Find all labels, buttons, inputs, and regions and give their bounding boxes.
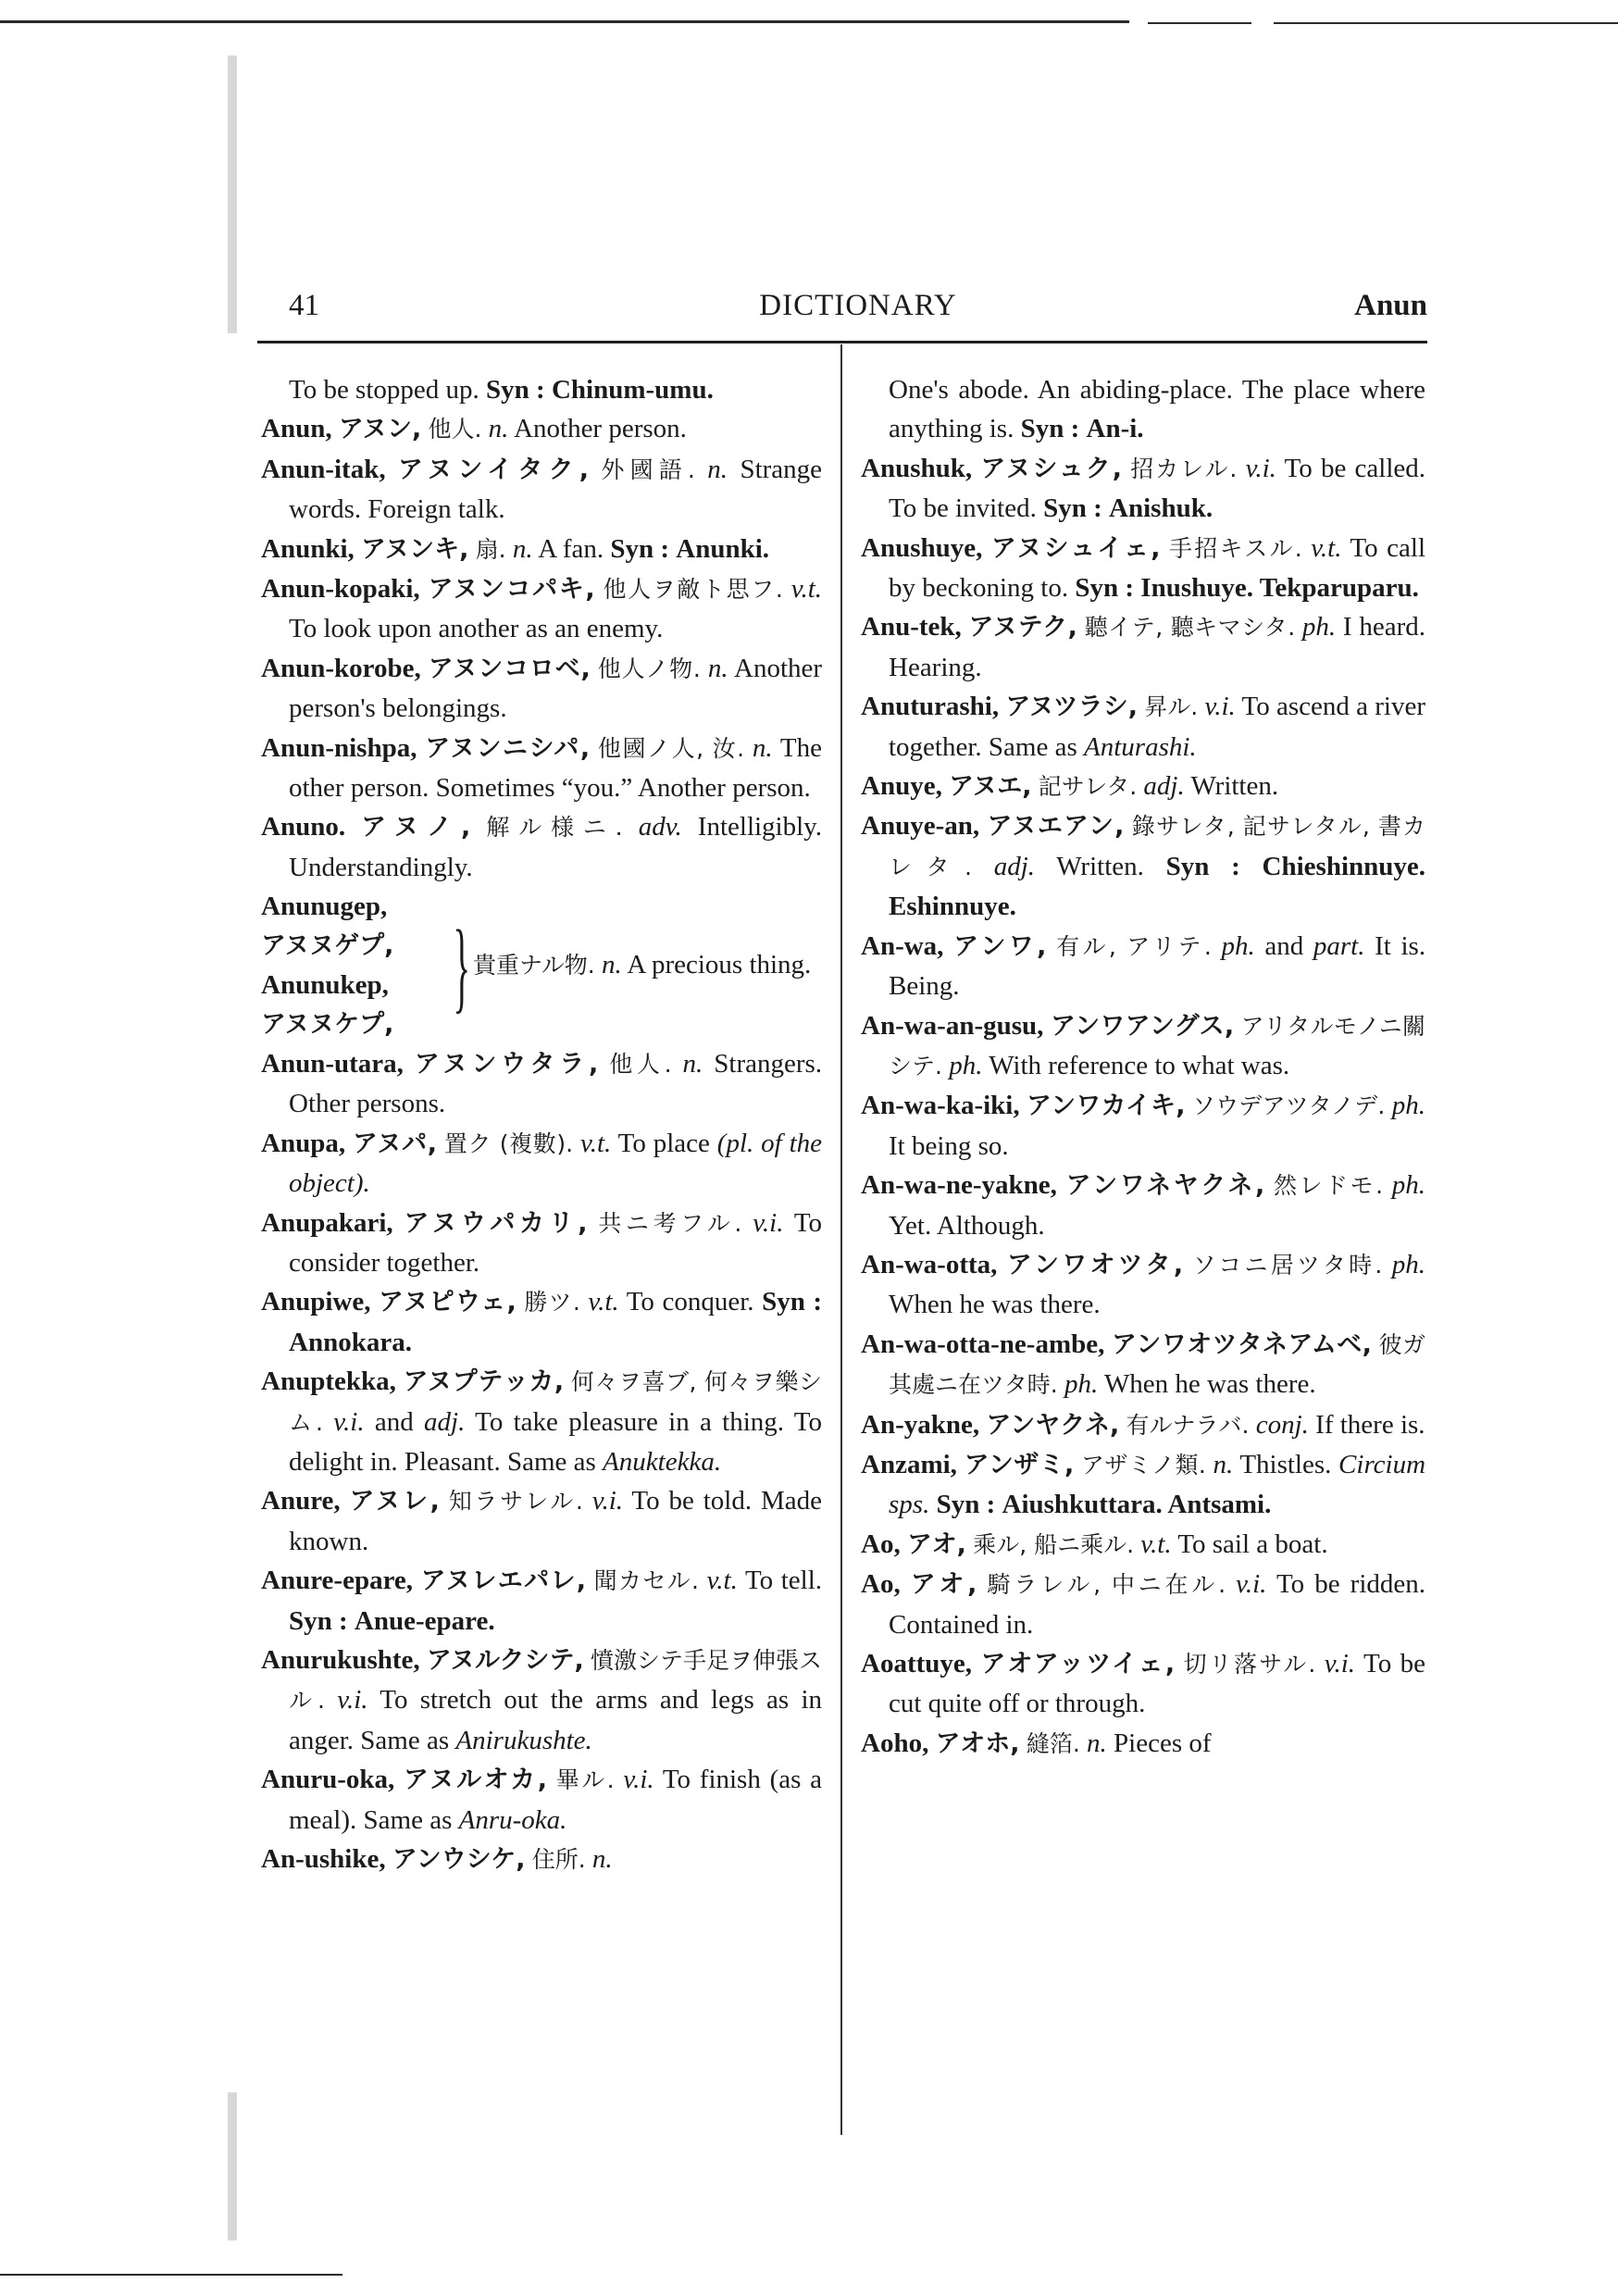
entry-continuation: One's abode. An abiding-place. The place where anything is. Syn : An-i.: [889, 375, 1425, 444]
headword: An-yakne,: [861, 1409, 980, 1440]
entry-anuturashi: Anuturashi, アヌツラシ, 昇ル. v.i. To ascend a river together. Same as Anturashi.: [861, 692, 1426, 762]
headword: Anun-nishpa,: [261, 732, 417, 763]
page-header: [289, 289, 1427, 333]
headword: Anun-kopaki,: [261, 574, 420, 605]
headword: An-wa-ka-iki,: [861, 1091, 1020, 1121]
entry-anushuk: Anushuk, アヌシュク, 招カレル. v.i. To be called. To be invited. Syn : Anishuk.: [861, 453, 1426, 524]
top-rule-2: [1148, 22, 1251, 24]
entry-anun-nishpa: Anun-nishpa, アヌンニシパ, 他國ノ人, 汝. n. The other person. Sometimes “you.” Another person.: [261, 732, 823, 804]
header-rule: [257, 341, 1427, 343]
headword: An-wa-ne-yakne,: [861, 1170, 1057, 1201]
left-column: [261, 370, 822, 1879]
group-definition: 貴重ナル物. n. A precious thing.: [473, 950, 812, 980]
headword: Anuru-oka,: [261, 1765, 395, 1795]
headword: Anun,: [261, 414, 332, 444]
page-title: DICTIONARY: [759, 289, 957, 322]
headword: Anunki,: [261, 533, 355, 564]
entry-ao-1: Ao, アオ, 乘ル, 船ニ乘ル. v.t. To sail a boat.: [861, 1529, 1328, 1559]
headword: Anurukushte,: [261, 1645, 420, 1675]
brace-symbol: }: [453, 909, 470, 1023]
entry-anure: Anure, アヌレ, 知ラサレル. v.i. To be told. Made known.: [261, 1486, 823, 1556]
headword: Anuye,: [861, 771, 942, 802]
entry-anupakari: Anupakari, アヌウパカリ, 共ニ考フル. v.i. To consider together.: [261, 1207, 823, 1278]
entry-anure-epare: Anure-epare, アヌレエパレ, 聞カセル. v.t. To tell. Syn : Anue-epare.: [261, 1566, 823, 1636]
headword: Anupakari,: [261, 1207, 393, 1238]
scan-edge-mark: [228, 2092, 237, 2240]
entry-anupa: Anupa, アヌパ, 置ク (複數). v.t. To place (pl. of the object).: [261, 1128, 823, 1199]
entry-anun-itak: Anun-itak, アヌンイタク, 外國語. n. Strange words. Foreign talk.: [261, 454, 823, 525]
entry-continuation: To be stopped up. Syn : Chinum-umu.: [289, 375, 714, 405]
column-divider: [840, 344, 842, 2135]
headword: Anupiwe,: [261, 1287, 371, 1317]
headword: Anure-epare,: [261, 1566, 414, 1596]
headword: Anushuk,: [861, 453, 973, 483]
entry-anuye: Anuye, アヌエ, 記サレタ. adj. Written.: [861, 771, 1279, 802]
headword: Anuno.: [261, 812, 346, 842]
entry-anushuye: Anushuye, アヌシュイェ, 手招キスル. v.t. To call by beckoning to. Syn : Inushuye. Tekparuparu.: [861, 532, 1426, 604]
entry-anupiwe: Anupiwe, アヌピウェ, 勝ツ. v.t. To conquer. Syn : Annokara.: [261, 1287, 823, 1357]
right-column: [861, 370, 1425, 1764]
entry-an-ushike: An-ushike, アンウシケ, 住所. n.: [261, 1844, 613, 1875]
entry-anurukushte: Anurukushte, アヌルクシテ, 憤激シテ手足ヲ伸張スル. v.i. To stretch out the arms and legs as in anger. Same as Anirukushte.: [261, 1645, 823, 1755]
headword-group: Anunugep, アヌヌゲプ, Anunukep, アヌヌケプ,: [261, 892, 394, 1039]
entry-ao-2: Ao, アオ, 騎ラレル, 中ニ在ル. v.i. To be ridden. Contained in.: [861, 1569, 1426, 1640]
entry-an-wa-otta: An-wa-otta, アンワオツタ, ソコニ居ツタ時. ph. When he was there.: [861, 1249, 1425, 1320]
top-rule-3: [1274, 22, 1618, 24]
entry-anunugep-group: [261, 887, 822, 1044]
entry-aoattuye: Aoattuye, アオアッツイェ, 切リ落サル. v.i. To be cut quite off or through.: [861, 1649, 1426, 1719]
headword: Anun-itak,: [261, 454, 386, 484]
headword: Anuturashi,: [861, 692, 1000, 722]
headword: Anun-korobe,: [261, 653, 421, 683]
headword: Anun-utara,: [261, 1048, 404, 1079]
entry-an-wa-ne-yakne: An-wa-ne-yakne, アンワネヤクネ, 然レドモ. ph. Yet. Although.: [861, 1170, 1426, 1241]
headword: Ao,: [861, 1569, 901, 1600]
entry-anunki: Anunki, アヌンキ, 扇. n. A fan. Syn : Anunki.: [261, 533, 770, 564]
entry-anzami: Anzami, アンザミ, アザミノ類. n. Thistles. Circium sps. Syn : Aiushkuttara. Antsami.: [861, 1449, 1426, 1520]
top-rule-1: [0, 20, 1129, 23]
headword: Anuye-an,: [861, 811, 980, 842]
headword: Anzami,: [861, 1449, 957, 1479]
entry-an-wa-otta-ne-ambe: An-wa-otta-ne-ambe, アンワオツタネアムベ, 彼ガ其處ニ在ツタ時. ph. When he was there.: [861, 1329, 1425, 1400]
entry-an-wa-an-gusu: An-wa-an-gusu, アンワアングス, アリタルモノニ關シテ. ph. With reference to what was.: [861, 1010, 1426, 1080]
headword: Ao,: [861, 1529, 901, 1559]
headword: An-wa-otta-ne-ambe,: [861, 1329, 1105, 1359]
headword: Anu-tek,: [861, 612, 962, 643]
entry-an-yakne: An-yakne, アンヤクネ, 有ルナラバ. conj. If there is.: [861, 1409, 1425, 1440]
headword: Anure,: [261, 1486, 341, 1516]
headword: Aoho,: [861, 1728, 929, 1758]
headword: Anushuye,: [861, 532, 983, 563]
entry-anuptekka: Anuptekka, アヌプテッカ, 何々ヲ喜ブ, 何々ヲ樂シム. v.i. and adj. To take pleasure in a thing. To delight in. Pleasant. Same as Anuktekka.: [261, 1366, 823, 1477]
headword: Aoattuye,: [861, 1649, 973, 1678]
headword: An-wa,: [861, 930, 944, 961]
entry-anuye-an: Anuye-an, アヌエアン, 錄サレタ, 記サレタル, 書カレタ. adj. Written. Syn : Chieshinnuye. Eshinnuye.: [861, 811, 1426, 922]
entry-anun: Anun, アヌン, 他人. n. Another person.: [261, 414, 687, 444]
entry-anuno: Anuno. アヌノ, 解ル様ニ. adv. Intelligibly. Understandingly.: [261, 812, 823, 882]
scan-edge-mark: [228, 56, 237, 333]
entry-anuru-oka: Anuru-oka, アヌルオカ, 畢ル. v.i. To finish (as a meal). Same as Anru-oka.: [261, 1765, 822, 1835]
entry-anun-korobe: Anun-korobe, アヌンコロベ, 他人ノ物. n. Another person's belongings.: [261, 653, 823, 724]
bottom-rule: [0, 2274, 342, 2276]
page-number: 41: [289, 289, 319, 322]
headword: Anuptekka,: [261, 1366, 396, 1397]
headword: An-ushike,: [261, 1844, 386, 1875]
entry-anun-utara: Anun-utara, アヌンウタラ, 他人. n. Strangers. Other persons.: [261, 1048, 823, 1119]
running-head: Anun: [1354, 289, 1427, 322]
headword: An-wa-an-gusu,: [861, 1010, 1044, 1041]
entry-anu-tek: Anu-tek, アヌテク, 聽イテ, 聽キマシタ. ph. I heard. Hearing.: [861, 612, 1425, 682]
headword: An-wa-otta,: [861, 1249, 998, 1279]
entry-aoho: Aoho, アオホ, 縫箔. n. Pieces of: [861, 1728, 1212, 1758]
entry-an-wa: An-wa, アンワ, 有ル, アリテ. ph. and part. It is. Being.: [861, 930, 1426, 1002]
headword: Anupa,: [261, 1128, 346, 1158]
entry-anun-kopaki: Anun-kopaki, アヌンコパキ, 他人ヲ敵ト思フ. v.t. To look upon another as an enemy.: [261, 574, 823, 644]
entry-an-wa-ka-iki: An-wa-ka-iki, アンワカイキ, ソウデアツタノデ. ph. It being so.: [861, 1091, 1426, 1161]
